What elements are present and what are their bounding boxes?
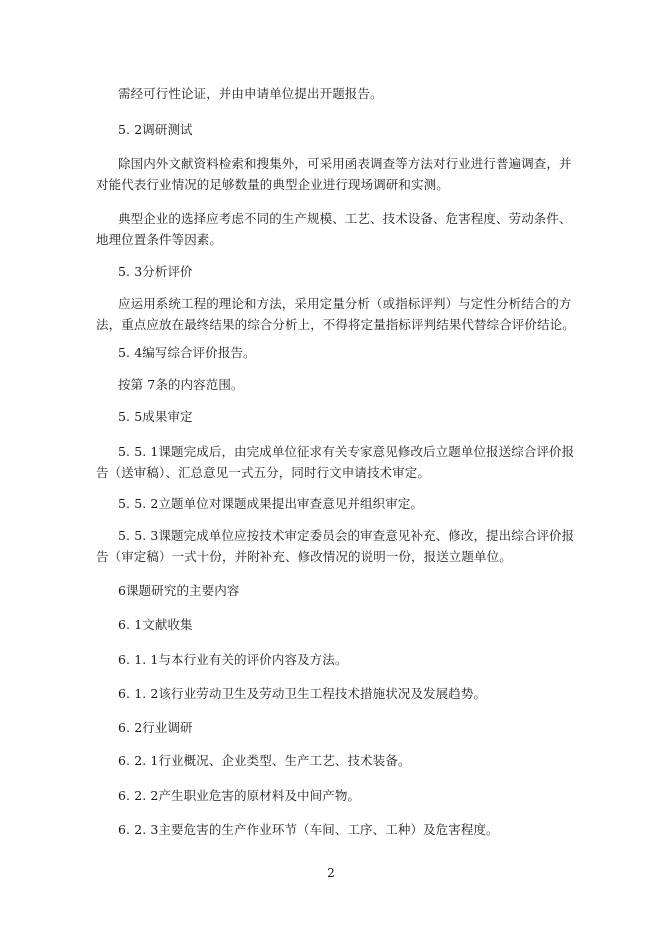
- heading-5-4: 5. 4编写综合评价报告。: [118, 345, 256, 360]
- heading-6-1: 6. 1文献收集: [118, 617, 193, 632]
- paragraph-5-5-1: 5. 5. 1课题完成后，由完成单位征求有关专家意见修改后立题单位报送综合评价报告（送审稿）、汇总意见一式五分，同时行文申请技术审定。: [96, 444, 575, 480]
- paragraph-typical-enterprise: 典型企业的选择应考虑不同的生产规模、工艺、技术设备、危害程度、劳动条件、地理位置条件等因素。: [96, 211, 572, 247]
- paragraph-analysis: 应运用系统工程的理论和方法，采用定量分析（或指标评判）与定性分析结合的方法，重点应放在最终结果的综合分析上，不得将定量指标评判结果代替综合评价结论。: [96, 296, 575, 332]
- paragraph-5-5-3: 5. 5. 3课题完成单位应按技术审定委员会的审查意见补充、修改，提出综合评价报告（审定稿）一式十份，并附补充、修改情况的说明一份，报送立题单位。: [96, 528, 575, 564]
- heading-6: 6课题研究的主要内容: [118, 583, 240, 598]
- heading-6-2: 6. 2行业调研: [118, 720, 193, 735]
- paragraph-6-1-2: 6. 1. 2该行业劳动卫生及劳动卫生工程技术措施状况及发展趋势。: [118, 686, 487, 701]
- paragraph-6-2-2: 6. 2. 2产生职业危害的原材料及中间产物。: [118, 788, 361, 803]
- page-number: 2: [327, 866, 335, 880]
- paragraph-6-2-1: 6. 2. 1行业概况、企业类型、生产工艺、技术装备。: [118, 753, 411, 768]
- heading-5-5: 5. 5成果审定: [118, 409, 193, 424]
- paragraph-6-1-1: 6. 1. 1与本行业有关的评价内容及方法。: [118, 652, 348, 667]
- paragraph-survey: 除国内外文献资料检索和搜集外，可采用函表调查等方法对行业进行普遍调查，并对能代表行业情况的足够数量的典型企业进行现场调研和实测。: [96, 156, 572, 192]
- paragraph-6-2-3: 6. 2. 3主要危害的生产作业环节（车间、工序、工种）及危害程度。: [118, 822, 499, 837]
- heading-5-2: 5. 2调研测试: [118, 122, 193, 137]
- paragraph-5-5-2: 5. 5. 2立题单位对课题成果提出审查意见并组织审定。: [118, 496, 424, 511]
- paragraph-article-7: 按第 7条的内容范围。: [118, 377, 244, 392]
- heading-5-3: 5. 3分析评价: [118, 264, 193, 279]
- paragraph-feasibility: 需经可行性论证，并由申请单位提出开题报告。: [118, 86, 383, 101]
